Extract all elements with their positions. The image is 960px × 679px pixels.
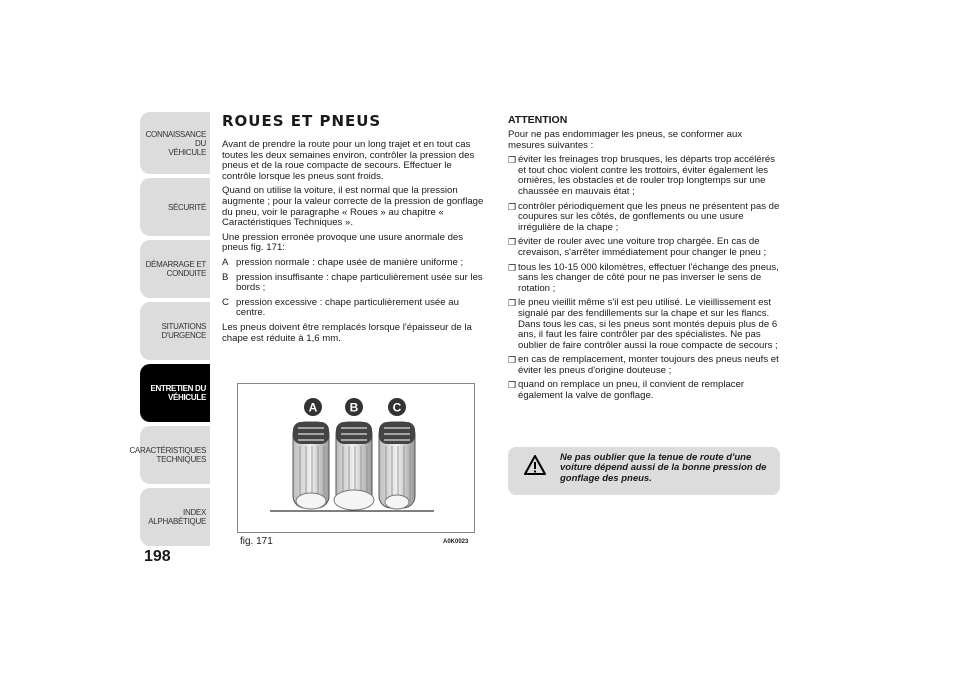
bullet-item bbox=[508, 298, 780, 351]
right-column bbox=[508, 130, 780, 406]
attention-heading: ATTENTION bbox=[508, 114, 568, 126]
intro-paragraph: Pour ne pas endommager les pneus, se conformer aux mesures suivantes : bbox=[508, 129, 743, 151]
warning-box bbox=[508, 447, 780, 495]
warning-text: Ne pas oublier que la tenue de route d'une voiture dépend aussi de la bonne pression de gonflage des pneus. bbox=[560, 452, 767, 484]
tire-c bbox=[379, 422, 415, 509]
bullet-item bbox=[508, 380, 780, 401]
page-title: ROUES ET PNEUS bbox=[222, 112, 382, 130]
tire-a bbox=[293, 422, 329, 509]
left-column bbox=[222, 140, 488, 348]
bullet-text: quand on remplace un pneu, il convient de remplacer également la valve de gonflage. bbox=[518, 379, 745, 402]
checkbox-bullet-icon: ❒ bbox=[508, 380, 517, 391]
sidebar-tab-label: SITUATIONS D'URGENCE bbox=[161, 322, 206, 340]
sidebar-tab-label: CONNAISSANCE DU VÉHICULE bbox=[145, 129, 206, 157]
page-number: 198 bbox=[144, 548, 171, 565]
checkbox-bullet-icon: ❒ bbox=[508, 155, 517, 166]
sidebar-tab-label: DÉMARRAGE ET CONDUITE bbox=[145, 260, 206, 278]
list-item bbox=[222, 298, 488, 319]
bullet-item bbox=[508, 155, 780, 197]
sidebar-tab-demarrage[interactable] bbox=[140, 240, 210, 298]
bullet-item bbox=[508, 202, 780, 234]
bullet-text: éviter de rouler avec une voiture trop chargée. En cas de crevaison, s'arrêter immédiatement pour changer le pneu ; bbox=[518, 236, 767, 258]
label-c: C bbox=[392, 400, 402, 415]
tire-wear-figure bbox=[237, 383, 475, 533]
label-a: A bbox=[308, 400, 318, 415]
figure-code: A0K0023 bbox=[443, 539, 469, 545]
sidebar-tab-label: INDEX ALPHABÉTIQUE bbox=[148, 508, 206, 526]
list-key: A bbox=[222, 256, 229, 268]
label-b: B bbox=[349, 400, 359, 415]
sidebar-tab-securite[interactable] bbox=[140, 178, 210, 236]
sidebar-tab-caracteristiques[interactable] bbox=[129, 426, 210, 484]
checkbox-bullet-icon: ❒ bbox=[508, 298, 517, 309]
bullet-item bbox=[508, 237, 780, 258]
paragraph: Les pneus doivent être remplacés lorsque l'épaisseur de la chape est réduite à 1,6 mm. bbox=[222, 321, 472, 344]
bullet-text: tous les 10-15 000 kilomètres, effectuer l'échange des pneus, sans les changer de côté pour ne pas inverser le sens de rotation ; bbox=[518, 261, 779, 294]
bullet-item bbox=[508, 263, 780, 295]
checkbox-bullet-icon: ❒ bbox=[508, 355, 517, 366]
list-item bbox=[222, 273, 488, 294]
sidebar-tab-urgence[interactable] bbox=[140, 302, 210, 360]
bullet-text: en cas de remplacement, monter toujours des pneus neufs et éviter les pneus d'origine douteuse ; bbox=[518, 354, 779, 376]
paragraph: Une pression erronée provoque une usure anormale des pneus fig. 171: bbox=[222, 231, 464, 254]
paragraph: Quand on utilise la voiture, il est normal que la pression augmente ; pour la valeur correcte de la pression de gonflage du pneu, voir le paragraphe « Roues » au chapitre « Caractéristiques Techniques ». bbox=[222, 185, 484, 229]
sidebar-tab-label: ENTRETIEN DU VÉHICULE bbox=[150, 384, 206, 402]
sidebar-tab-index[interactable] bbox=[140, 488, 210, 546]
list-text: pression insuffisante : chape particulièrement usée sur les bords ; bbox=[236, 271, 483, 294]
figure-caption: fig. 171 bbox=[240, 536, 273, 547]
list-text: pression normale : chape usée de manière uniforme ; bbox=[236, 256, 464, 268]
bullet-text: contrôler périodiquement que les pneus ne présentent pas de coupures sur les côtés, de gonflements ou une usure irrégulière de la chape ; bbox=[518, 200, 780, 233]
checkbox-bullet-icon: ❒ bbox=[508, 237, 517, 248]
warning-triangle-icon bbox=[524, 455, 546, 475]
sidebar-tab-connaissance[interactable] bbox=[140, 112, 210, 174]
tire-b bbox=[334, 422, 374, 510]
bullet-text: le pneu vieillit même s'il est peu utilisé. Le vieillissement est signalé par des fendillements sur la chape et sur les flancs. Dans tous les cas, si les pneus sont montés depuis plus de 6 ans, il faut les faire contrôler par des spécialistes. Ne pas oublier de faire contrôler aussi la roue compacte de secours ; bbox=[518, 297, 778, 351]
bullet-text: éviter les freinages trop brusques, les départs trop accélérés et tout choc violent contre les trottoirs, éviter également les ornières, les obstacles et de rouler trop longtemps sur une chaussée en mauvais état ; bbox=[518, 154, 776, 197]
sidebar-tab-entretien[interactable] bbox=[140, 364, 210, 422]
sidebar-tab-label: SÉCURITÉ bbox=[167, 202, 206, 212]
paragraph: Avant de prendre la route pour un long trajet et en tout cas toutes les deux semaines environ, contrôler la pression des pneus et de la roue compacte de secours. Effectuer le contrôle lorsque les pneus sont froids. bbox=[222, 139, 475, 182]
tire-wear-illustration bbox=[238, 384, 474, 532]
bullet-item bbox=[508, 355, 780, 376]
checkbox-bullet-icon: ❒ bbox=[508, 201, 517, 212]
list-key: C bbox=[222, 296, 229, 308]
list-item bbox=[222, 258, 488, 269]
sidebar-tab-label: CARACTÉRISTIQUES TECHNIQUES bbox=[129, 446, 206, 464]
checkbox-bullet-icon: ❒ bbox=[508, 262, 517, 273]
list-text: pression excessive : chape particulièrement usée au centre. bbox=[236, 296, 459, 319]
list-key: B bbox=[222, 271, 229, 283]
